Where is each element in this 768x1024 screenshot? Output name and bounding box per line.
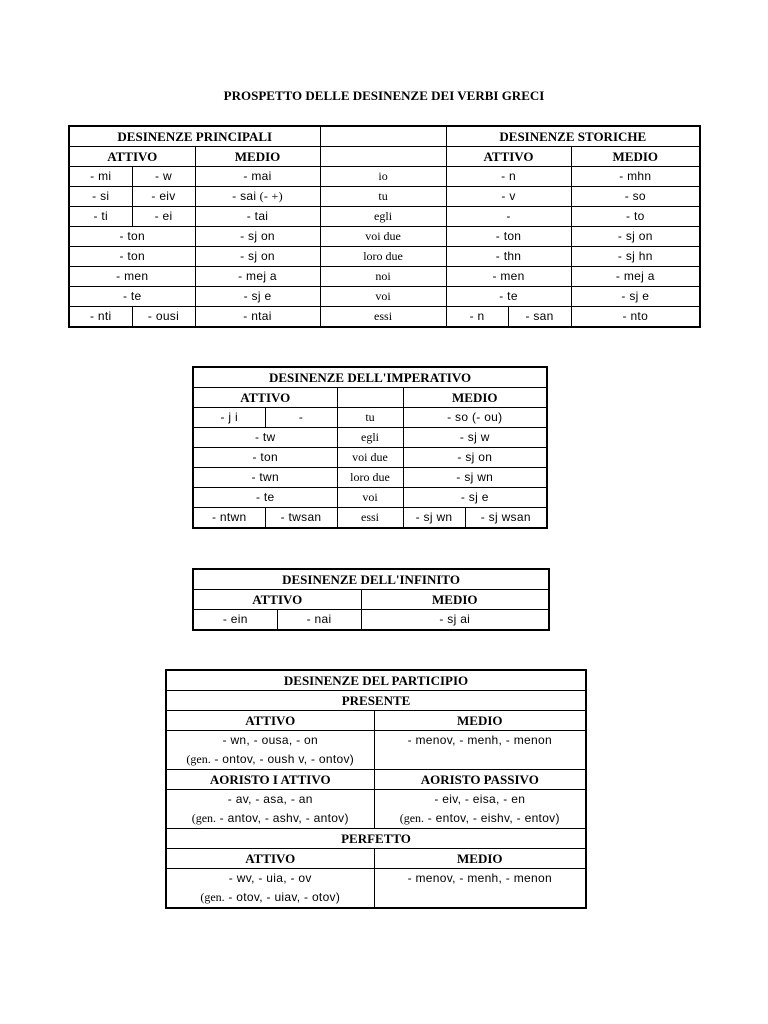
person-label: voi due (320, 227, 446, 247)
table-row (69, 287, 700, 307)
genitive-prefix: (gen. (191, 811, 217, 825)
table-row (69, 167, 700, 187)
ending-text: - wv, - uia, - ov (228, 871, 312, 885)
storica-medio-ending: - nto (571, 307, 700, 328)
participio-table (165, 669, 587, 909)
blank-header-cell (320, 126, 446, 147)
imperativo-attivo-ending: - te (193, 488, 337, 508)
principale-medio-ending: - mai (195, 167, 320, 187)
imperativo-medio-ending: - sj wn (403, 508, 465, 529)
imperativo-attivo-ending: - tw (193, 428, 337, 448)
ending-text: - wn, - ousa, - on (222, 733, 318, 747)
blank-header-cell (337, 388, 403, 408)
person-label: noi (320, 267, 446, 287)
imperativo-attivo-ending: - ntwn (193, 508, 265, 529)
principale-medio-ending: - ntai (195, 307, 320, 328)
table-row (166, 731, 586, 770)
ending-text: - av, - asa, - an (227, 792, 313, 806)
genitive-endings: - ontov, - oush v, - ontov) (210, 752, 355, 766)
storica-attivo-ending: - n (446, 307, 508, 328)
storica-attivo-ending: - (446, 207, 571, 227)
imperativo-attivo-ending: - j i (193, 408, 265, 428)
perfetto-medio-header: MEDIO (374, 849, 586, 869)
imperativo-medio-ending: - sj on (403, 448, 547, 468)
genitive-endings: - antov, - ashv, - antov) (216, 811, 349, 825)
imperativo-attivo-ending: - twn (193, 468, 337, 488)
person-label: tu (320, 187, 446, 207)
verb-endings-table (68, 125, 701, 328)
storica-medio-ending: - mej a (571, 267, 700, 287)
imperativo-attivo-ending: - ton (193, 448, 337, 468)
principale-medio-ending: - sj on (195, 247, 320, 267)
person-label: egli (320, 207, 446, 227)
genitive-prefix: (gen. (399, 811, 425, 825)
principale-attivo-ending-alt: - w (132, 167, 195, 187)
person-label: loro due (337, 468, 403, 488)
table-row (193, 508, 547, 529)
principale-attivo-ending-alt: - ei (132, 207, 195, 227)
imperativo-title: DESINENZE DELL'IMPERATIVO (193, 367, 547, 388)
person-label: voi (320, 287, 446, 307)
table-row (69, 207, 700, 227)
principali-header: DESINENZE PRINCIPALI (69, 126, 320, 147)
table-row (193, 448, 547, 468)
person-label: essi (337, 508, 403, 529)
person-label: voi (337, 488, 403, 508)
principale-attivo-ending-alt: - ousi (132, 307, 195, 328)
principale-attivo-ending: - si (69, 187, 132, 207)
ending-variant: (- ou) (468, 410, 503, 424)
table-row (193, 468, 547, 488)
person-label: io (320, 167, 446, 187)
storica-medio-ending: - sj on (571, 227, 700, 247)
ending-text: - sai (232, 189, 257, 203)
ending-text: - menov, - menh, - menon (407, 733, 552, 747)
infinito-attivo-ending: - ein (193, 610, 277, 631)
storica-attivo-ending: - n (446, 167, 571, 187)
page-title: PROSPETTO DELLE DESINENZE DEI VERBI GRECI (223, 88, 545, 103)
perfetto-medio-endings (374, 869, 586, 909)
imperativo-medio-ending: - sj wn (403, 468, 547, 488)
storica-attivo-ending: - ton (446, 227, 571, 247)
ending-text: - so (447, 410, 469, 424)
table-row (69, 187, 700, 207)
imperativo-attivo-header: ATTIVO (193, 388, 337, 408)
table-row (69, 227, 700, 247)
infinito-medio-ending: - sj ai (361, 610, 549, 631)
presente-medio-endings (374, 731, 586, 770)
principale-attivo-ending: - mi (69, 167, 132, 187)
principali-medio-header: MEDIO (195, 147, 320, 167)
table-row (193, 610, 549, 631)
storica-medio-ending: - sj hn (571, 247, 700, 267)
table-row (69, 307, 700, 328)
imperativo-medio-ending-alt: - sj wsan (465, 508, 547, 529)
ending-variant: (- +) (256, 189, 283, 203)
storica-medio-ending: - to (571, 207, 700, 227)
infinito-title: DESINENZE DELL'INFINITO (193, 569, 549, 590)
ending-text: - menov, - menh, - menon (407, 871, 552, 885)
person-label: egli (337, 428, 403, 448)
infinito-attivo-header: ATTIVO (193, 590, 361, 610)
storica-attivo-ending: - men (446, 267, 571, 287)
person-label: essi (320, 307, 446, 328)
presente-medio-header: MEDIO (374, 711, 586, 731)
aoristo-attivo-header: AORISTO I ATTIVO (166, 770, 374, 790)
table-row (69, 267, 700, 287)
imperativo-medio-ending: - sj e (403, 488, 547, 508)
table-row (69, 247, 700, 267)
principale-medio-ending: - mej a (195, 267, 320, 287)
person-label: tu (337, 408, 403, 428)
ending-text: - eiv, - eisa, - en (434, 792, 526, 806)
infinito-medio-header: MEDIO (361, 590, 549, 610)
infinito-attivo-ending-alt: - nai (277, 610, 361, 631)
table-row (193, 408, 547, 428)
principale-attivo-ending: - nti (69, 307, 132, 328)
principale-attivo-ending: - men (69, 267, 195, 287)
imperativo-attivo-ending-alt: - twsan (265, 508, 337, 529)
presente-attivo-endings (166, 731, 374, 770)
infinito-table (192, 568, 550, 631)
principale-attivo-ending-alt: - eiv (132, 187, 195, 207)
storica-attivo-ending: - te (446, 287, 571, 307)
perfetto-header: PERFETTO (166, 829, 586, 849)
principale-medio-ending: - sj on (195, 227, 320, 247)
table-row (193, 428, 547, 448)
imperativo-medio-ending (403, 408, 547, 428)
principale-medio-ending: - sj e (195, 287, 320, 307)
storica-attivo-ending: - thn (446, 247, 571, 267)
participio-title: DESINENZE DEL PARTICIPIO (166, 670, 586, 691)
principale-attivo-ending: - ti (69, 207, 132, 227)
storiche-medio-header: MEDIO (571, 147, 700, 167)
storica-attivo-ending: - v (446, 187, 571, 207)
perfetto-attivo-endings (166, 869, 374, 909)
genitive-prefix: (gen. (200, 890, 225, 904)
aoristo-passivo-endings (374, 790, 586, 829)
aoristo-attivo-endings (166, 790, 374, 829)
storica-medio-ending: - sj e (571, 287, 700, 307)
presente-attivo-header: ATTIVO (166, 711, 374, 731)
table-row (193, 488, 547, 508)
perfetto-attivo-header: ATTIVO (166, 849, 374, 869)
principali-attivo-header: ATTIVO (69, 147, 195, 167)
aoristo-passivo-header: AORISTO PASSIVO (374, 770, 586, 790)
genitive-prefix: (gen. (186, 752, 211, 766)
storica-attivo-ending-alt: - san (508, 307, 571, 328)
storica-medio-ending: - so (571, 187, 700, 207)
imperativo-table (192, 366, 548, 529)
blank-subheader-cell (320, 147, 446, 167)
imperativo-attivo-ending-alt: - (265, 408, 337, 428)
storiche-attivo-header: ATTIVO (446, 147, 571, 167)
presente-header: PRESENTE (166, 691, 586, 711)
person-label: voi due (337, 448, 403, 468)
principale-attivo-ending: - te (69, 287, 195, 307)
genitive-endings: - entov, - eishv, - entov) (424, 811, 560, 825)
imperativo-medio-header: MEDIO (403, 388, 547, 408)
table-row (166, 790, 586, 829)
storica-medio-ending: - mhn (571, 167, 700, 187)
principale-medio-ending (195, 187, 320, 207)
principale-attivo-ending: - ton (69, 227, 195, 247)
imperativo-medio-ending: - sj w (403, 428, 547, 448)
table-row (166, 869, 586, 909)
genitive-endings: - otov, - uiav, - otov) (224, 890, 341, 904)
principale-attivo-ending: - ton (69, 247, 195, 267)
person-label: loro due (320, 247, 446, 267)
principale-medio-ending: - tai (195, 207, 320, 227)
storiche-header: DESINENZE STORICHE (446, 126, 700, 147)
